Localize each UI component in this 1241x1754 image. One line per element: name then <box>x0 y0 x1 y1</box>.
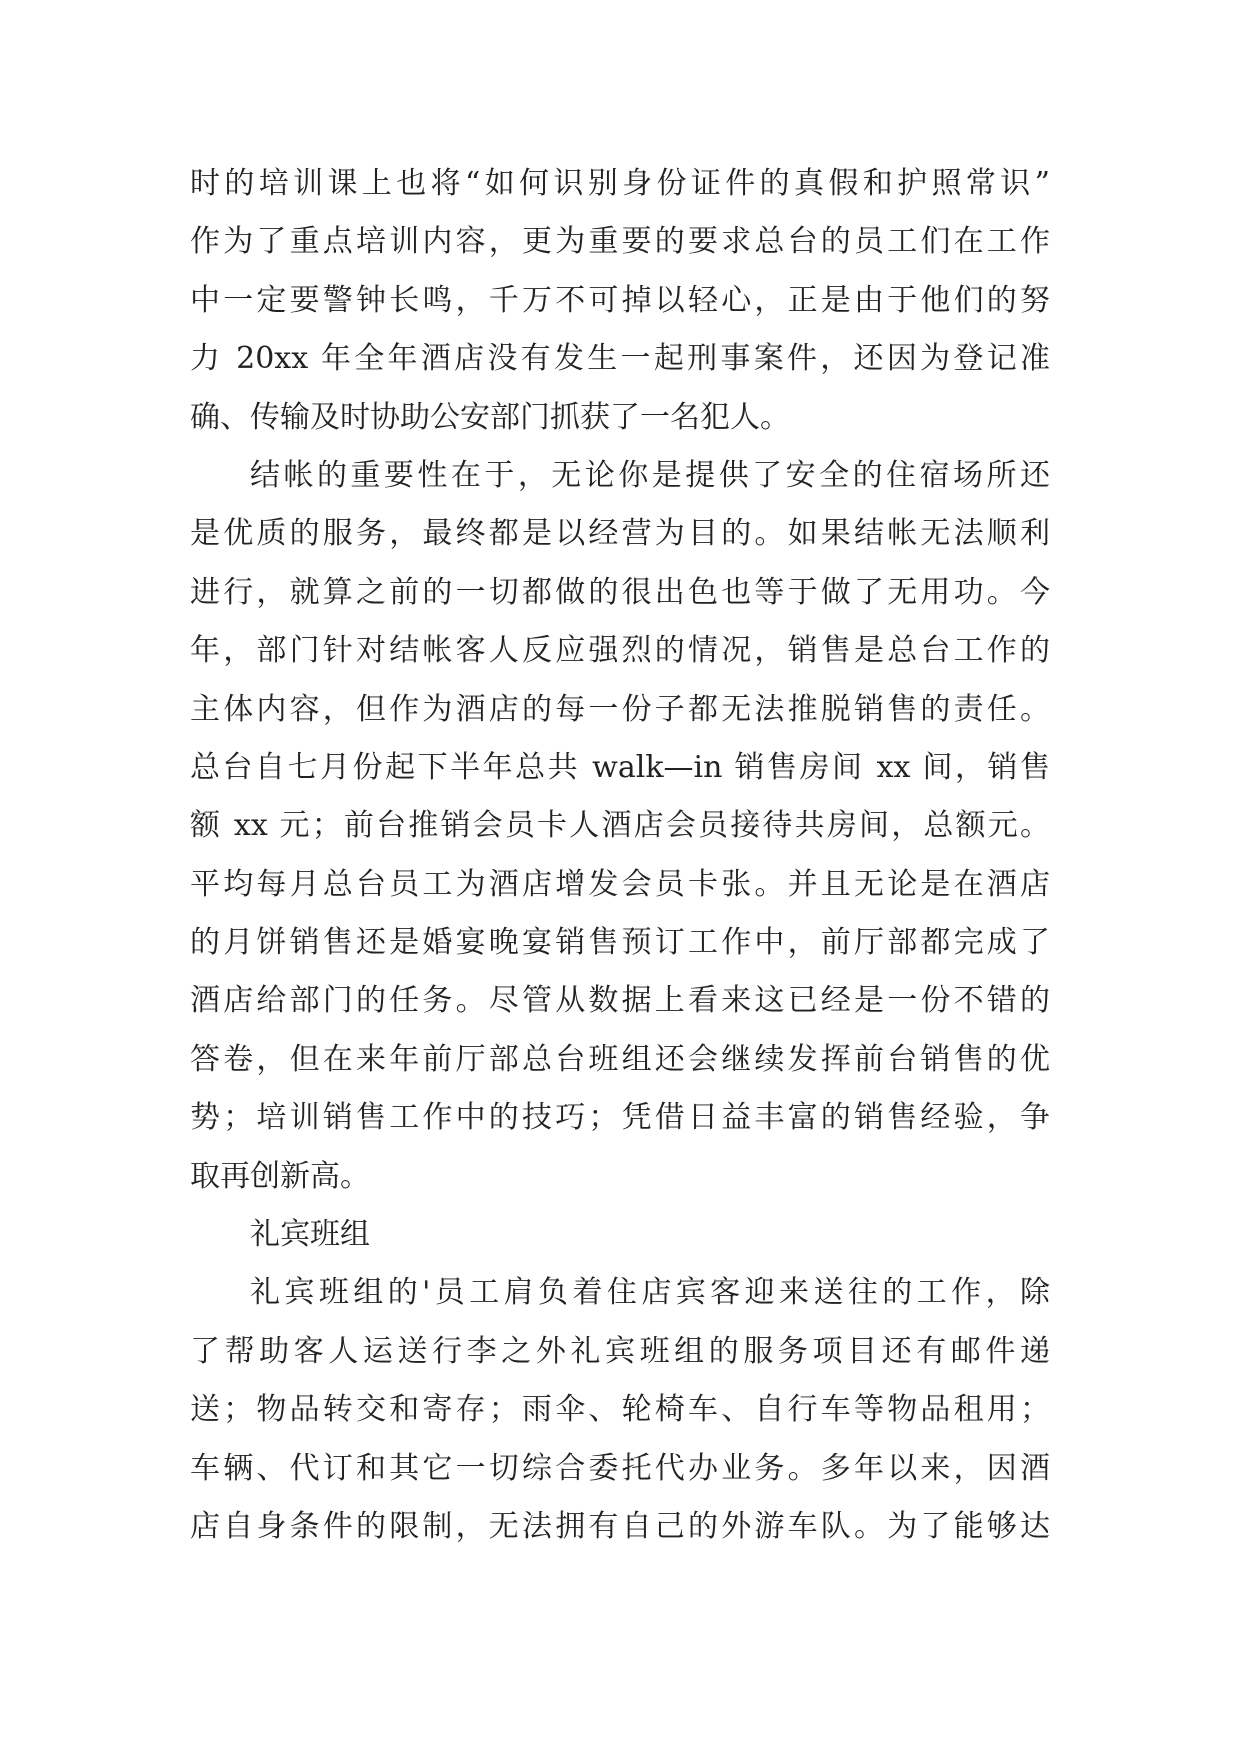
heading-text: 礼宾班组 <box>250 1217 370 1253</box>
section-heading <box>190 1206 1050 1264</box>
text-line: 取再创新高。 <box>190 1158 370 1194</box>
text-line: 额 xx 元；前台推销会员卡人酒店会员接待共房间，总额元。 <box>190 808 1050 844</box>
text-line: 势；培训销售工作中的技巧；凭借日益丰富的销售经验，争 <box>190 1100 1050 1136</box>
text-line: 时的培训课上也将“如何识别身份证件的真假和护照常识” <box>190 166 1050 201</box>
paragraph-1 <box>190 155 1050 447</box>
text-line: 店自身条件的限制，无法拥有自己的外游车队。为了能够达 <box>190 1508 1050 1544</box>
text-line: 力 20xx 年全年酒店没有发生一起刑事案件，还因为登记准 <box>190 341 1050 377</box>
text-line: 是优质的服务，最终都是以经营为目的。如果结帐无法顺利 <box>190 516 1050 552</box>
text-line: 的月饼销售还是婚宴晚宴销售预订工作中，前厅部都完成了 <box>190 925 1050 961</box>
text-line: 了帮助客人运送行李之外礼宾班组的服务项目还有邮件递 <box>190 1333 1050 1369</box>
text-line: 酒店给部门的任务。尽管从数据上看来这已经是一份不错的 <box>190 983 1050 1019</box>
paragraph-4 <box>190 1264 1050 1556</box>
text-line: 平均每月总台员工为酒店增发会员卡张。并且无论是在酒店 <box>190 866 1050 902</box>
text-line: 总台自七月份起下半年总共 walk—in 销售房间 xx 间，销售 <box>190 749 1050 785</box>
text-line: 主体内容，但作为酒店的每一份子都无法推脱销售的责任。 <box>190 691 1050 727</box>
text-line: 结帐的重要性在于，无论你是提供了安全的住宿场所还 <box>250 457 1050 493</box>
text-line: 进行，就算之前的一切都做的很出色也等于做了无用功。今 <box>190 574 1050 610</box>
text-line: 确、传输及时协助公安部门抓获了一名犯人。 <box>190 399 790 435</box>
text-line: 礼宾班组的'员工肩负着住店宾客迎来送往的工作，除 <box>250 1275 1050 1311</box>
text-line: 年，部门针对结帐客人反应强烈的情况，销售是总台工作的 <box>190 633 1050 669</box>
text-line: 送；物品转交和寄存；雨伞、轮椅车、自行车等物品租用； <box>190 1392 1050 1428</box>
paragraph-2 <box>190 447 1050 1206</box>
document-page <box>190 155 1050 1556</box>
text-line: 车辆、代订和其它一切综合委托代办业务。多年以来，因酒 <box>190 1450 1050 1486</box>
text-line: 答卷，但在来年前厅部总台班组还会继续发挥前台销售的优 <box>190 1041 1050 1077</box>
text-line: 作为了重点培训内容，更为重要的要求总台的员工们在工作 <box>190 224 1050 260</box>
text-line: 中一定要警钟长鸣，千万不可掉以轻心，正是由于他们的努 <box>190 282 1050 318</box>
